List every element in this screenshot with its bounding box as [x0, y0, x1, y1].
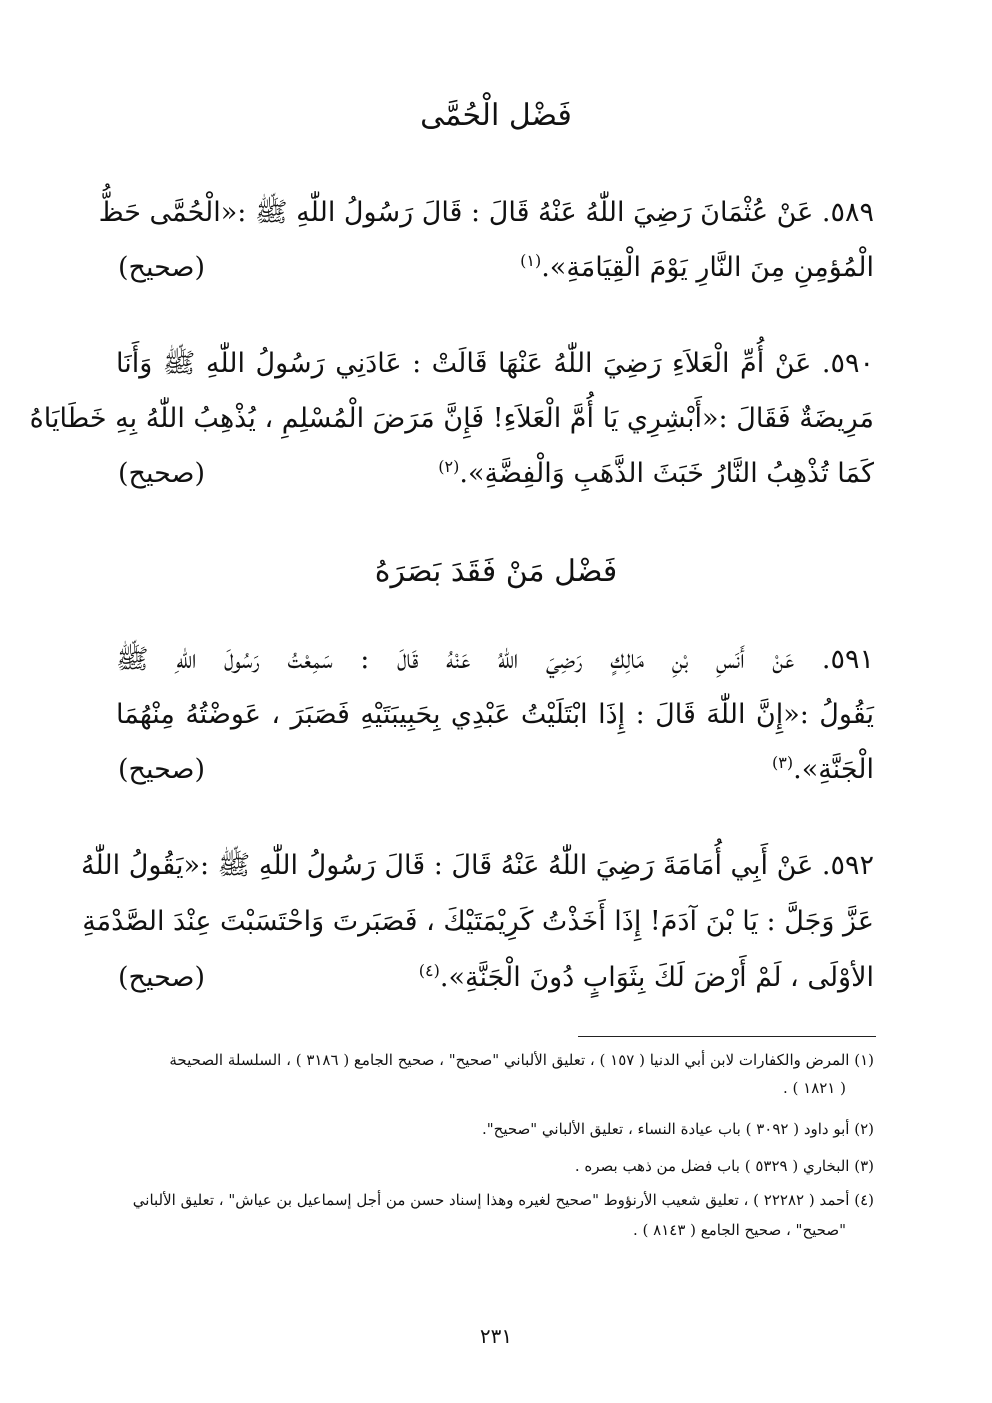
section-heading-fever: فَضْل الْحُمَّى [420, 98, 572, 133]
hadith-592-line-3-text: الأوْلَى ، لَمْ أَرْضَ لَكَ بِثَوَابٍ دُونَ الْجَنَّةِ». [439, 962, 874, 993]
footnote-ref-4: (٤) [418, 961, 440, 980]
hadith-590-line-3 [314, 454, 874, 494]
section-heading-lost-sight: فَضْل مَنْ فَقَدَ بَصَرَهُ [374, 554, 618, 589]
hadith-591-grade: (صحيح) [118, 754, 205, 785]
footnote-ref-3: (٣) [772, 753, 794, 772]
hadith-590-line-3-text: كَمَا تُذْهِبُ النَّارُ خَبَثَ الذَّهَبِ وَالْفِضَّةِ». [459, 458, 874, 489]
page-number: ٢٣١ [479, 1324, 513, 1348]
hadith-592-line-3 [314, 958, 874, 998]
footnote-ref-2: (٢) [438, 457, 460, 476]
footnote-3: (٣) البخاري ( ٥٣٢٩ ) باب فضل من ذهب بصره . [574, 1157, 874, 1175]
hadith-591-line-2: يَقُولُ :«إِنَّ اللّٰهَ قَالَ : إِذَا ابْتَلَيْتُ عَبْدِي بِحَبِيبَتَيْهِ فَصَبَرَ ، عَوضْتُهُ مِنْهُمَا [116, 699, 874, 730]
footnote-1: (١) المرض والكفارات لابن أبي الدنيا ( ١٥٧ ) ، تعليق الألباني "صحيح" ، صحيح الجامع ( ٣١٨٦ ) ، السلسلة الصحيحة [169, 1051, 874, 1069]
hadith-592-grade: (صحيح) [118, 962, 205, 993]
hadith-591-line-3-text: الْجَنَّةِ». [793, 754, 874, 785]
hadith-590-line-1: ٥٩٠. عَنْ أُمِّ الْعَلاَءِ رَضِيَ اللّٰهُ عَنْهَا قَالَتْ : عَادَنِي رَسُولُ اللّٰهِ ﷺ وَأَنَا [116, 348, 874, 379]
footnote-2: (٢) أبو داود ( ٣٠٩٢ ) باب عيادة النساء ، تعليق الألباني "صحيح". [481, 1120, 874, 1138]
hadith-590-line-2: مَرِيضَةٌ فَقَالَ :«أَبْشِرِي يَا أُمَّ الْعَلاَءِ! فَإِنَّ مَرَضَ الْمُسْلِمِ ، يُذْهِبُ اللّٰهُ بِهِ خَطَايَاهُ [29, 403, 874, 434]
hadith-589-line-1: ٥٨٩. عَنْ عُثْمَانَ رَضِيَ اللّٰهُ عَنْهُ قَالَ : قَالَ رَسُولُ اللّٰهِ ﷺ :«الْحُمَّى حَظُّ [98, 197, 874, 228]
hadith-591-line-1: ٥٩١. عَنْ أَنَسِ بْنِ مَالِكٍ رَضِيَ اللّٰهُ عَنْهُ قَالَ : سَمِعْتُ رَسُولَ اللّٰهِ ﷺ [116, 644, 874, 675]
footnote-1-cont: ( ١٨٢١ ) . [782, 1079, 846, 1097]
hadith-592-line-2: عَزَّ وَجَلَّ : يَا بْنَ آدَمَ! إِذَا أَخَذْتُ كَرِيْمَتَيْكَ ، فَصَبَرتَ وَاحْتَسَبْتَ عِنْدَ الصَّدْمَةِ [82, 906, 874, 937]
footnote-ref-1: (١) [520, 251, 542, 270]
footnote-4: (٤) أحمد ( ٢٢٢٨٢ ) ، تعليق شعيب الأرنؤوط "صحيح لغيره وهذا إسناد حسن من أجل إسماعيل بن عياش" ، تعليق الألباني [132, 1191, 874, 1209]
hadith-589-line-2 [314, 248, 874, 288]
hadith-589-line-2-text: الْمُؤمِنِ مِنَ النَّارِ يَوْمَ الْقِيَامَةِ». [541, 252, 874, 283]
hadith-589-grade: (صحيح) [118, 252, 205, 283]
footnote-separator [578, 1036, 876, 1037]
hadith-591-line-3 [314, 750, 874, 790]
hadith-592-line-1: ٥٩٢. عَنْ أَبِي أُمَامَةَ رَضِيَ اللّٰهُ عَنْهُ قَالَ : قَالَ رَسُولُ اللّٰهِ ﷺ :«يَقُولُ اللّٰهُ [81, 850, 874, 881]
footnote-4-cont: "صحيح" ، صحيح الجامع ( ٨١٤٣ ) . [633, 1221, 846, 1239]
hadith-590-grade: (صحيح) [118, 458, 205, 489]
